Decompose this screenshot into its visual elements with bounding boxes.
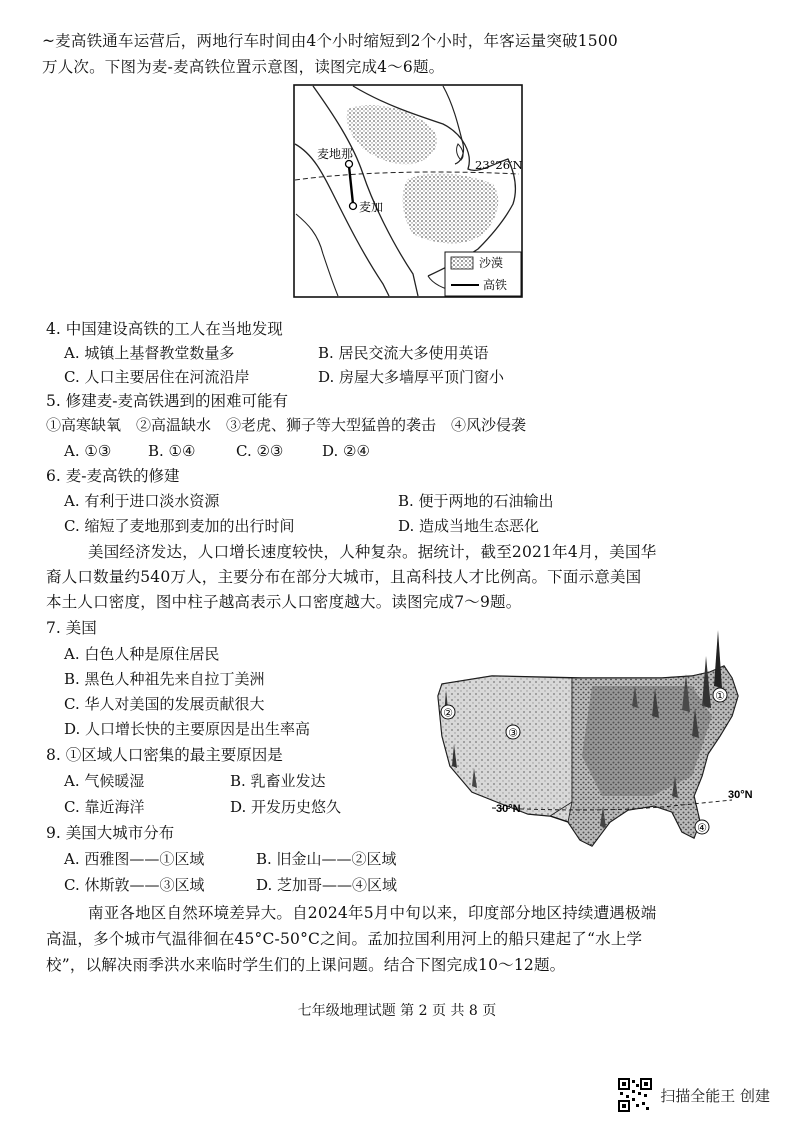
region-4-label: ④	[697, 821, 707, 835]
legend-rail-label: 高铁	[483, 278, 508, 292]
q6-option-d[interactable]: D. 造成当地生态恶化	[398, 517, 540, 535]
q5-option-c[interactable]: C. ②③	[236, 442, 284, 460]
q5-option-d[interactable]: D. ②④	[322, 442, 370, 460]
q7-option-a[interactable]: A. 白色人种是原住居民	[64, 645, 220, 663]
q7-option-d[interactable]: D. 人口增长快的主要原因是出生率高	[64, 720, 311, 738]
desert-legend-swatch	[451, 257, 473, 269]
q9-stem: 9. 美国大城市分布	[46, 824, 175, 842]
region-1-label: ①	[715, 689, 725, 703]
q6-stem: 6. 麦-麦高铁的修建	[46, 467, 180, 485]
q4-option-a[interactable]: A. 城镇上基督教堂数量多	[64, 344, 235, 362]
q5-items: ①高寒缺氧 ②高温缺水 ③老虎、狮子等大型猛兽的袭击 ④风沙侵袭	[46, 416, 527, 434]
tropic-label: 23°26′N	[475, 158, 523, 172]
intro2-line3: 本土人口密度，图中柱子越高表示人口密度越大。读图完成7～9题。	[46, 593, 522, 611]
q6-option-b[interactable]: B. 便于两地的石油输出	[398, 492, 554, 510]
q6-option-c[interactable]: C. 缩短了麦地那到麦加的出行时间	[64, 517, 295, 535]
region-2-label: ②	[443, 706, 453, 720]
lat-30n-right-label: 30°N	[728, 789, 753, 801]
intro2-line1: 美国经济发达，人口增长速度较快，人种复杂。据统计，截至2021年4月，美国华	[88, 543, 657, 561]
q9-option-a[interactable]: A. 西雅图——①区域	[64, 850, 205, 868]
intro3-line2: 高温，多个城市气温徘徊在45°C-50°C之间。孟加拉国利用河上的船只建起了“水上学	[46, 930, 643, 948]
intro3-line1: 南亚各地区自然环境差异大。自2024年5月中旬以来，印度部分地区持续遭遇极端	[88, 904, 657, 922]
q8-option-a[interactable]: A. 气候暖湿	[64, 772, 145, 790]
q4-option-d[interactable]: D. 房屋大多墙厚平顶门窗小	[318, 368, 505, 386]
q8-option-c[interactable]: C. 靠近海洋	[64, 798, 145, 816]
q5-stem: 5. 修建麦-麦高铁遇到的困难可能有	[46, 392, 288, 410]
lat-30n-left-label: 30°N	[496, 803, 521, 815]
city-mecca-label: 麦加	[359, 200, 384, 214]
q9-option-d[interactable]: D. 芝加哥——④区域	[256, 876, 398, 894]
q4-option-c[interactable]: C. 人口主要居住在河流沿岸	[64, 368, 250, 386]
intro3-line3: 校”，以解决雨季洪水来临时学生们的上课问题。结合下图完成10～12题。	[46, 956, 566, 974]
q7-option-c[interactable]: C. 华人对美国的发展贡献很大	[64, 695, 265, 713]
intro1-line1: ~麦高铁通车运营后，两地行车时间由4个小时缩短到2个小时，年客运量突破1500	[42, 32, 618, 50]
legend-desert-label: 沙漠	[479, 256, 504, 270]
usa-population-density-map	[432, 626, 762, 866]
intro1-line2: 万人次。下图为麦-麦高铁位置示意图，读图完成4～6题。	[42, 58, 445, 76]
scanner-label: 扫描全能王 创建	[660, 1086, 770, 1105]
page-footer: 七年级地理试题 第 2 页 共 8 页	[297, 1003, 497, 1019]
mecca-medina-railway-map	[293, 84, 523, 298]
q6-option-a[interactable]: A. 有利于进口淡水资源	[64, 492, 220, 510]
q9-option-b[interactable]: B. 旧金山——②区域	[256, 850, 397, 868]
qr-code-icon	[618, 1078, 652, 1112]
city-medina-label: 麦地那	[317, 147, 354, 161]
region-3-label: ③	[508, 726, 518, 740]
q4-option-b[interactable]: B. 居民交流大多使用英语	[318, 344, 489, 362]
q7-option-b[interactable]: B. 黑色人种祖先来自拉丁美洲	[64, 670, 265, 688]
q5-option-a[interactable]: A. ①③	[64, 442, 112, 460]
q8-stem: 8. ①区域人口密集的最主要原因是	[46, 746, 283, 764]
q8-option-d[interactable]: D. 开发历史悠久	[230, 798, 342, 816]
q9-option-c[interactable]: C. 休斯敦——③区域	[64, 876, 205, 894]
q7-stem: 7. 美国	[46, 619, 97, 637]
q5-option-b[interactable]: B. ①④	[148, 442, 196, 460]
scanner-watermark	[618, 1078, 770, 1112]
q8-option-b[interactable]: B. 乳畜业发达	[230, 772, 326, 790]
intro2-line2: 裔人口数量约540万人，主要分布在部分大城市，且高科技人才比例高。下面示意美国	[46, 568, 642, 586]
q4-stem: 4. 中国建设高铁的工人在当地发现	[46, 320, 283, 338]
